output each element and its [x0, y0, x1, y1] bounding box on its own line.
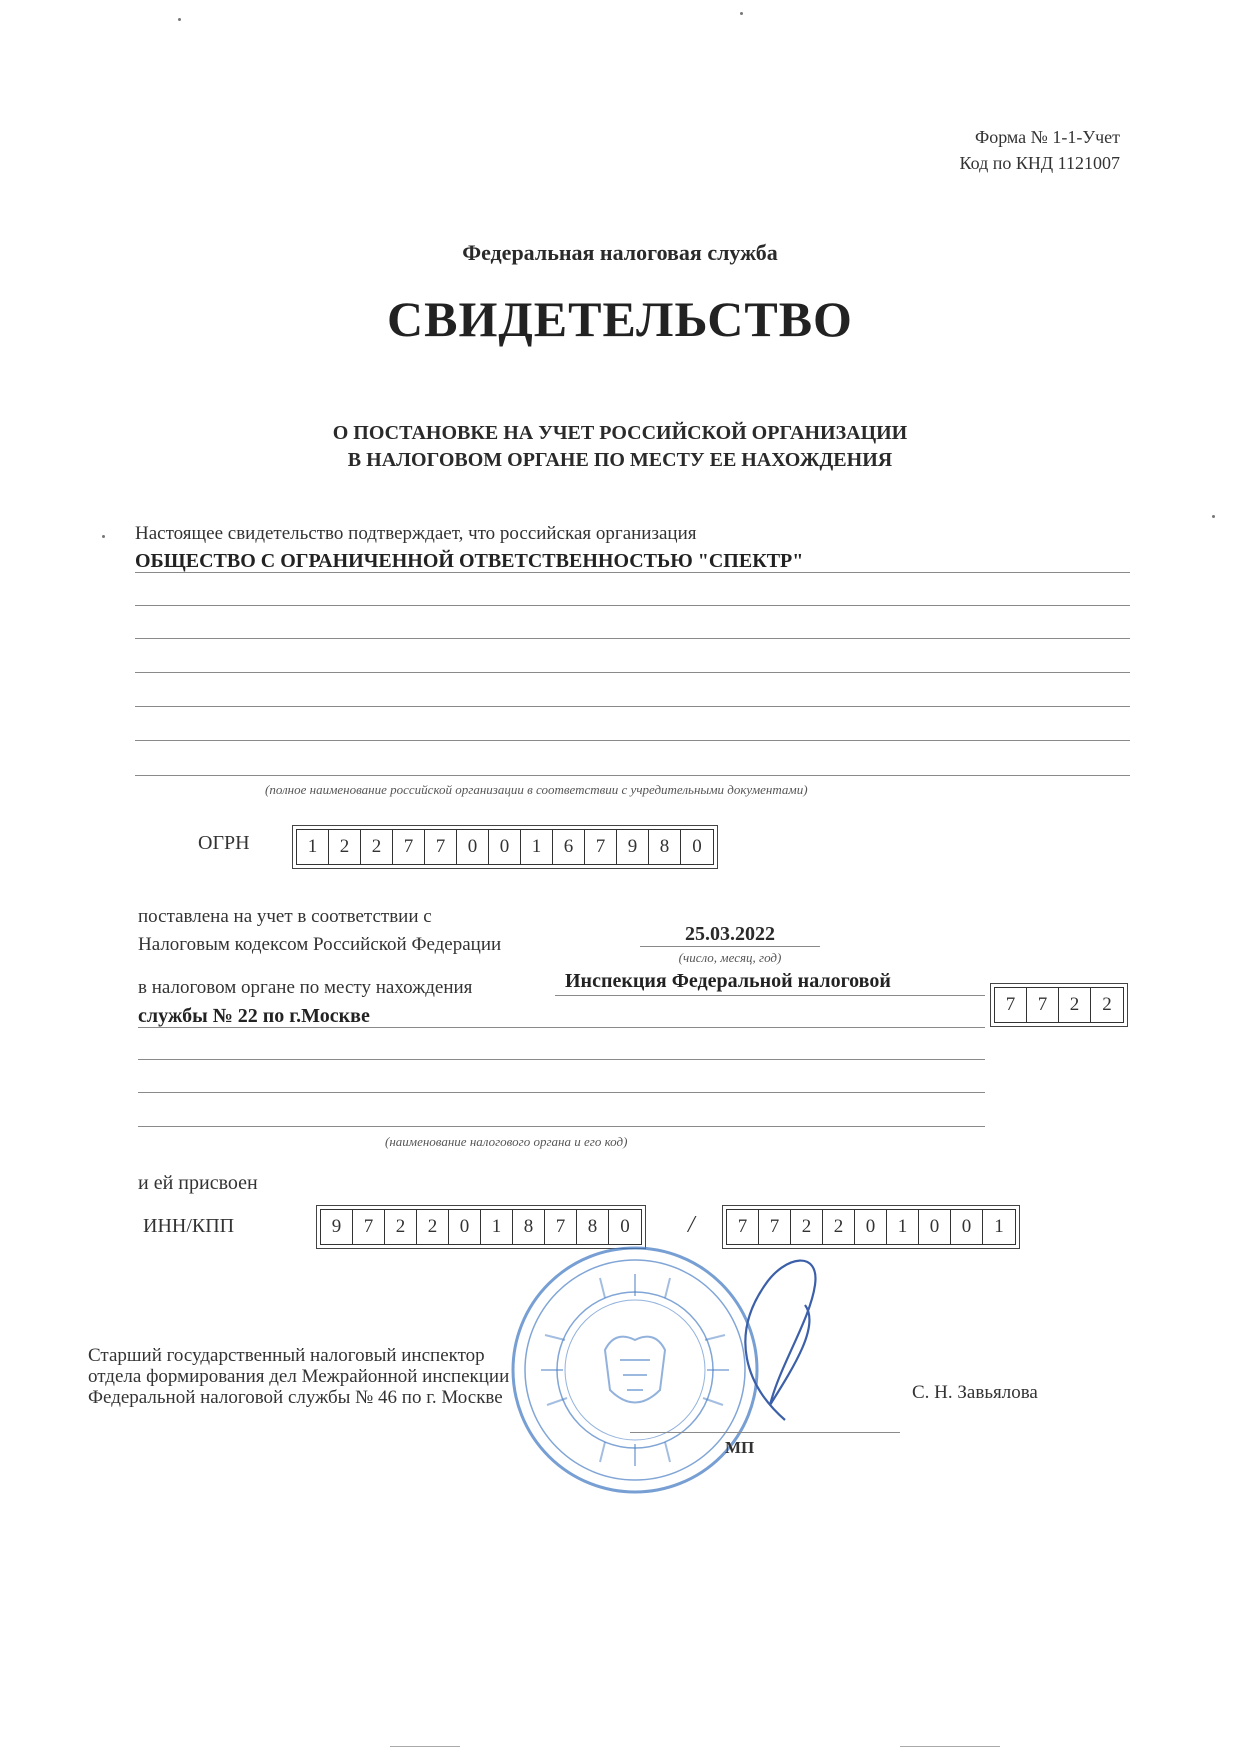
tax-code-box	[990, 983, 1128, 1027]
digit-cell: 0	[692, 836, 702, 857]
digit-cell: 0	[489, 830, 521, 864]
digit-cell: 0	[919, 1210, 951, 1244]
tax-authority-label: в налоговом органе по месту нахождения	[138, 977, 473, 998]
registration-text	[138, 903, 501, 959]
tax-authority-line	[138, 1059, 985, 1060]
tax-authority-line	[138, 1126, 985, 1127]
agency-name: Федеральная налоговая служба	[462, 240, 778, 265]
org-name-line	[135, 638, 1130, 639]
digit-cell: 2	[361, 830, 393, 864]
date-line	[640, 946, 820, 947]
org-name-line	[135, 775, 1130, 776]
digit-cell: 0	[951, 1210, 983, 1244]
digit-cell: 0	[449, 1210, 481, 1244]
scan-artifact	[900, 1746, 1000, 1747]
org-name-line	[135, 572, 1130, 573]
org-name-line	[135, 672, 1130, 673]
digit-cell: 7	[759, 1210, 791, 1244]
handwritten-signature	[725, 1245, 835, 1435]
digit-cell: 7	[1027, 988, 1059, 1022]
digit-cell: 7	[585, 830, 617, 864]
organization-caption: (полное наименование российской организации в соответствии с учредительными документами)	[265, 782, 808, 797]
digit-cell: 8	[649, 830, 681, 864]
scan-speck	[740, 12, 743, 15]
digit-cell: 2	[791, 1210, 823, 1244]
kpp-box	[722, 1205, 1020, 1249]
digit-cell: 8	[513, 1210, 545, 1244]
kpp-cells	[726, 1209, 1016, 1245]
digit-cell: 7	[727, 1210, 759, 1244]
document-subtitle	[0, 420, 1240, 474]
document-title: СВИДЕТЕЛЬСТВО	[387, 291, 853, 347]
org-name-line	[135, 605, 1130, 606]
digit-cell: 7	[393, 830, 425, 864]
signatory-position	[88, 1345, 509, 1408]
digit-cell: 0	[457, 830, 489, 864]
digit-cell: 2	[417, 1210, 449, 1244]
inn-kpp-separator: /	[688, 1212, 695, 1238]
knd-code: Код по КНД 1121007	[959, 153, 1120, 173]
ogrn-box	[292, 825, 718, 869]
registration-line-1: поставлена на учет в соответствии с	[138, 906, 432, 927]
digit-cell: 8	[577, 1210, 609, 1244]
inn-kpp-label: ИНН/КПП	[143, 1215, 235, 1237]
tax-authority-line	[138, 1092, 985, 1093]
scan-artifact	[390, 1746, 460, 1747]
tax-code-cells	[994, 987, 1124, 1023]
digit-cell: 2	[1102, 994, 1112, 1015]
assigned-label: и ей присвоен	[138, 1172, 258, 1194]
digit-cell: 1	[994, 1216, 1004, 1237]
registration-line-2: Налоговым кодексом Российской Федерации	[138, 934, 502, 955]
registration-date: 25.03.2022	[685, 923, 775, 945]
form-header	[960, 124, 1121, 176]
digit-cell: 7	[425, 830, 457, 864]
scan-speck	[102, 535, 105, 538]
subtitle-line-1: О ПОСТАНОВКЕ НА УЧЕТ РОССИЙСКОЙ ОРГАНИЗАЦИИ	[332, 422, 908, 444]
digit-cell: 2	[1059, 988, 1091, 1022]
scan-speck	[1212, 515, 1215, 518]
signatory-position-2: отдела формирования дел Межрайонной инспекции	[88, 1366, 510, 1387]
signatory-name: С. Н. Завьялова	[912, 1382, 1038, 1403]
signature-line	[630, 1432, 900, 1433]
digit-cell: 9	[617, 830, 649, 864]
digit-cell: 1	[297, 830, 329, 864]
digit-cell: 7	[545, 1210, 577, 1244]
digit-cell: 1	[481, 1210, 513, 1244]
organization-intro: Настоящее свидетельство подтверждает, что российская организация	[135, 523, 697, 544]
stamp-mark: МП	[725, 1438, 755, 1457]
date-caption: (число, месяц, год)	[678, 950, 782, 965]
tax-authority-line	[555, 995, 985, 996]
signatory-position-3: Федеральной налоговой службы № 46 по г. Москве	[88, 1387, 503, 1408]
digit-cell: 7	[353, 1210, 385, 1244]
digit-cell: 9	[321, 1210, 353, 1244]
tax-authority-name-1: Инспекция Федеральной налоговой	[565, 970, 891, 992]
digit-cell: 2	[329, 830, 361, 864]
organization-name: ОБЩЕСТВО С ОГРАНИЧЕННОЙ ОТВЕТСТВЕННОСТЬЮ "СПЕКТР"	[135, 550, 804, 572]
digit-cell: 6	[553, 830, 585, 864]
tax-authority-line	[138, 1027, 985, 1028]
signatory-position-1: Старший государственный налоговый инспектор	[88, 1345, 485, 1366]
org-name-line	[135, 740, 1130, 741]
tax-authority-caption: (наименование налогового органа и его код)	[385, 1134, 628, 1149]
digit-cell: 2	[385, 1210, 417, 1244]
subtitle-line-2: В НАЛОГОВОМ ОРГАНЕ ПО МЕСТУ ЕЕ НАХОЖДЕНИЯ	[347, 449, 893, 471]
digit-cell: 0	[855, 1210, 887, 1244]
digit-cell: 2	[823, 1210, 855, 1244]
form-number: Форма № 1-1-Учет	[974, 127, 1120, 147]
ogrn-label: ОГРН	[198, 832, 250, 854]
org-name-line	[135, 706, 1130, 707]
digit-cell: 0	[620, 1216, 630, 1237]
scan-speck	[178, 18, 181, 21]
digit-cell: 7	[995, 988, 1027, 1022]
tax-authority-name-2: службы № 22 по г.Москве	[138, 1005, 370, 1027]
digit-cell: 1	[521, 830, 553, 864]
digit-cell: 1	[887, 1210, 919, 1244]
ogrn-cells	[296, 829, 714, 865]
